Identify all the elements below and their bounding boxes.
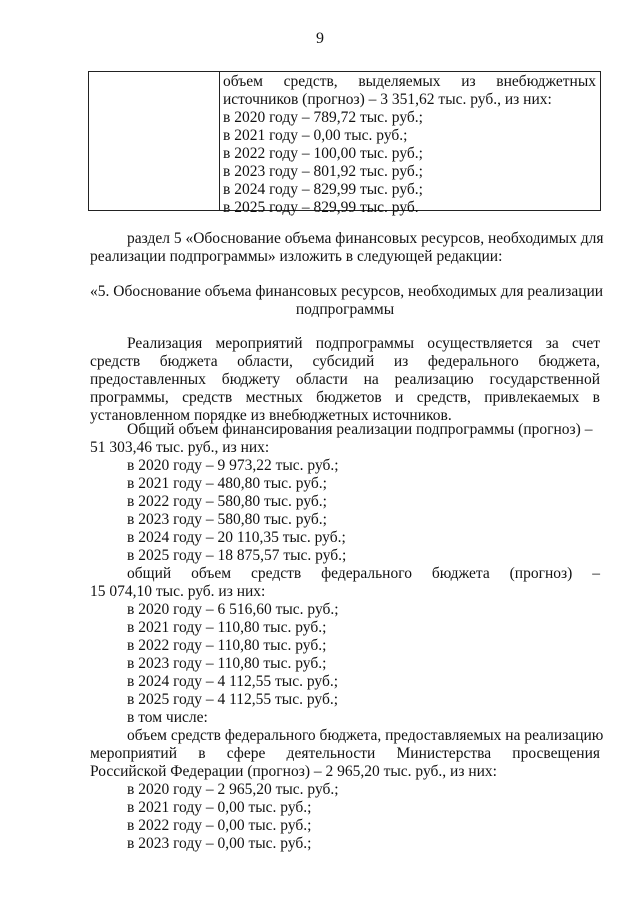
year-line: в 2024 году – 4 112,55 тыс. руб.; [127, 673, 339, 690]
table-column-divider [219, 72, 220, 210]
para-line: средств бюджета области, субсидий из федерального бюджета, [90, 353, 600, 370]
intro-paragraph [90, 230, 604, 266]
total-line: 51 303,46 тыс. руб., из них: [90, 439, 270, 456]
ministry-line: мероприятий в сфере деятельности Министерства просвещения [90, 745, 600, 762]
federal-line: общий объем средств федерального бюджета (прогноз) – [127, 565, 600, 582]
federal-line: 15 074,10 тыс. руб. из них: [90, 583, 266, 600]
year-line: в 2022 году – 580,80 тыс. руб.; [127, 493, 327, 510]
para-line: Реализация мероприятий подпрограммы осуществляется за счет [127, 335, 600, 352]
para-line: установленном порядке из внебюджетных источников. [90, 407, 452, 424]
year-line: в 2023 году – 580,80 тыс. руб.; [127, 511, 327, 528]
heading-line: подпрограммы [295, 301, 395, 318]
total-financing [90, 421, 604, 853]
year-line: в 2020 году – 2 965,20 тыс. руб.; [127, 781, 339, 798]
table-line: источников (прогноз) – 3 351,62 тыс. руб., из них: [223, 91, 552, 108]
year-line: в 2020 году – 9 973,22 тыс. руб.; [127, 457, 339, 474]
heading-line: «5. Обоснование объема финансовых ресурсов, необходимых для реализации [90, 283, 604, 300]
table-line: в 2023 году – 801,92 тыс. руб.; [223, 163, 423, 180]
table-line: объем средств, выделяемых из внебюджетных [223, 73, 596, 90]
para-line: предоставленных бюджету области на реализацию государственной [90, 371, 600, 388]
year-line: в 2025 году – 4 112,55 тыс. руб.; [127, 691, 339, 708]
year-line: в 2023 году – 0,00 тыс. руб.; [127, 835, 312, 852]
year-line: в 2023 году – 110,80 тыс. руб.; [127, 655, 327, 672]
year-line: в 2022 году – 0,00 тыс. руб.; [127, 817, 312, 834]
table-line: в 2021 году – 0,00 тыс. руб.; [223, 127, 408, 144]
page-number: 9 [316, 30, 324, 47]
year-line: в 2021 году – 480,80 тыс. руб.; [127, 475, 327, 492]
year-line: в 2021 году – 110,80 тыс. руб.; [127, 619, 327, 636]
year-line: в 2020 году – 6 516,60 тыс. руб.; [127, 601, 339, 618]
ministry-line: Российской Федерации (прогноз) – 2 965,20 тыс. руб., из них: [90, 763, 497, 780]
intro-line: раздел 5 «Обоснование объема финансовых ресурсов, необходимых для [127, 230, 604, 247]
including-line: в том числе: [127, 709, 208, 726]
funding-table [88, 71, 601, 216]
table-line: в 2024 году – 829,99 тыс. руб.; [223, 181, 423, 198]
implementation-paragraph [90, 335, 600, 425]
table-cell-text [223, 73, 596, 217]
table-line: в 2025 году – 829,99 тыс. руб. [223, 199, 419, 216]
year-line: в 2024 году – 20 110,35 тыс. руб.; [127, 529, 346, 546]
para-line: программы, средств местных бюджетов и средств, привлекаемых в [90, 389, 600, 406]
year-line: в 2025 году – 18 875,57 тыс. руб.; [127, 547, 347, 564]
ministry-line: объем средств федерального бюджета, предоставляемых на реализацию [127, 727, 604, 744]
table-line: в 2022 году – 100,00 тыс. руб.; [223, 145, 423, 162]
total-line: Общий объем финансирования реализации подпрограммы (прогноз) – [127, 421, 593, 438]
section-heading [90, 283, 604, 319]
year-line: в 2021 году – 0,00 тыс. руб.; [127, 799, 312, 816]
intro-line: реализации подпрограммы» изложить в следующей редакции: [90, 248, 503, 265]
table-line: в 2020 году – 789,72 тыс. руб.; [223, 109, 423, 126]
year-line: в 2022 году – 110,80 тыс. руб.; [127, 637, 327, 654]
